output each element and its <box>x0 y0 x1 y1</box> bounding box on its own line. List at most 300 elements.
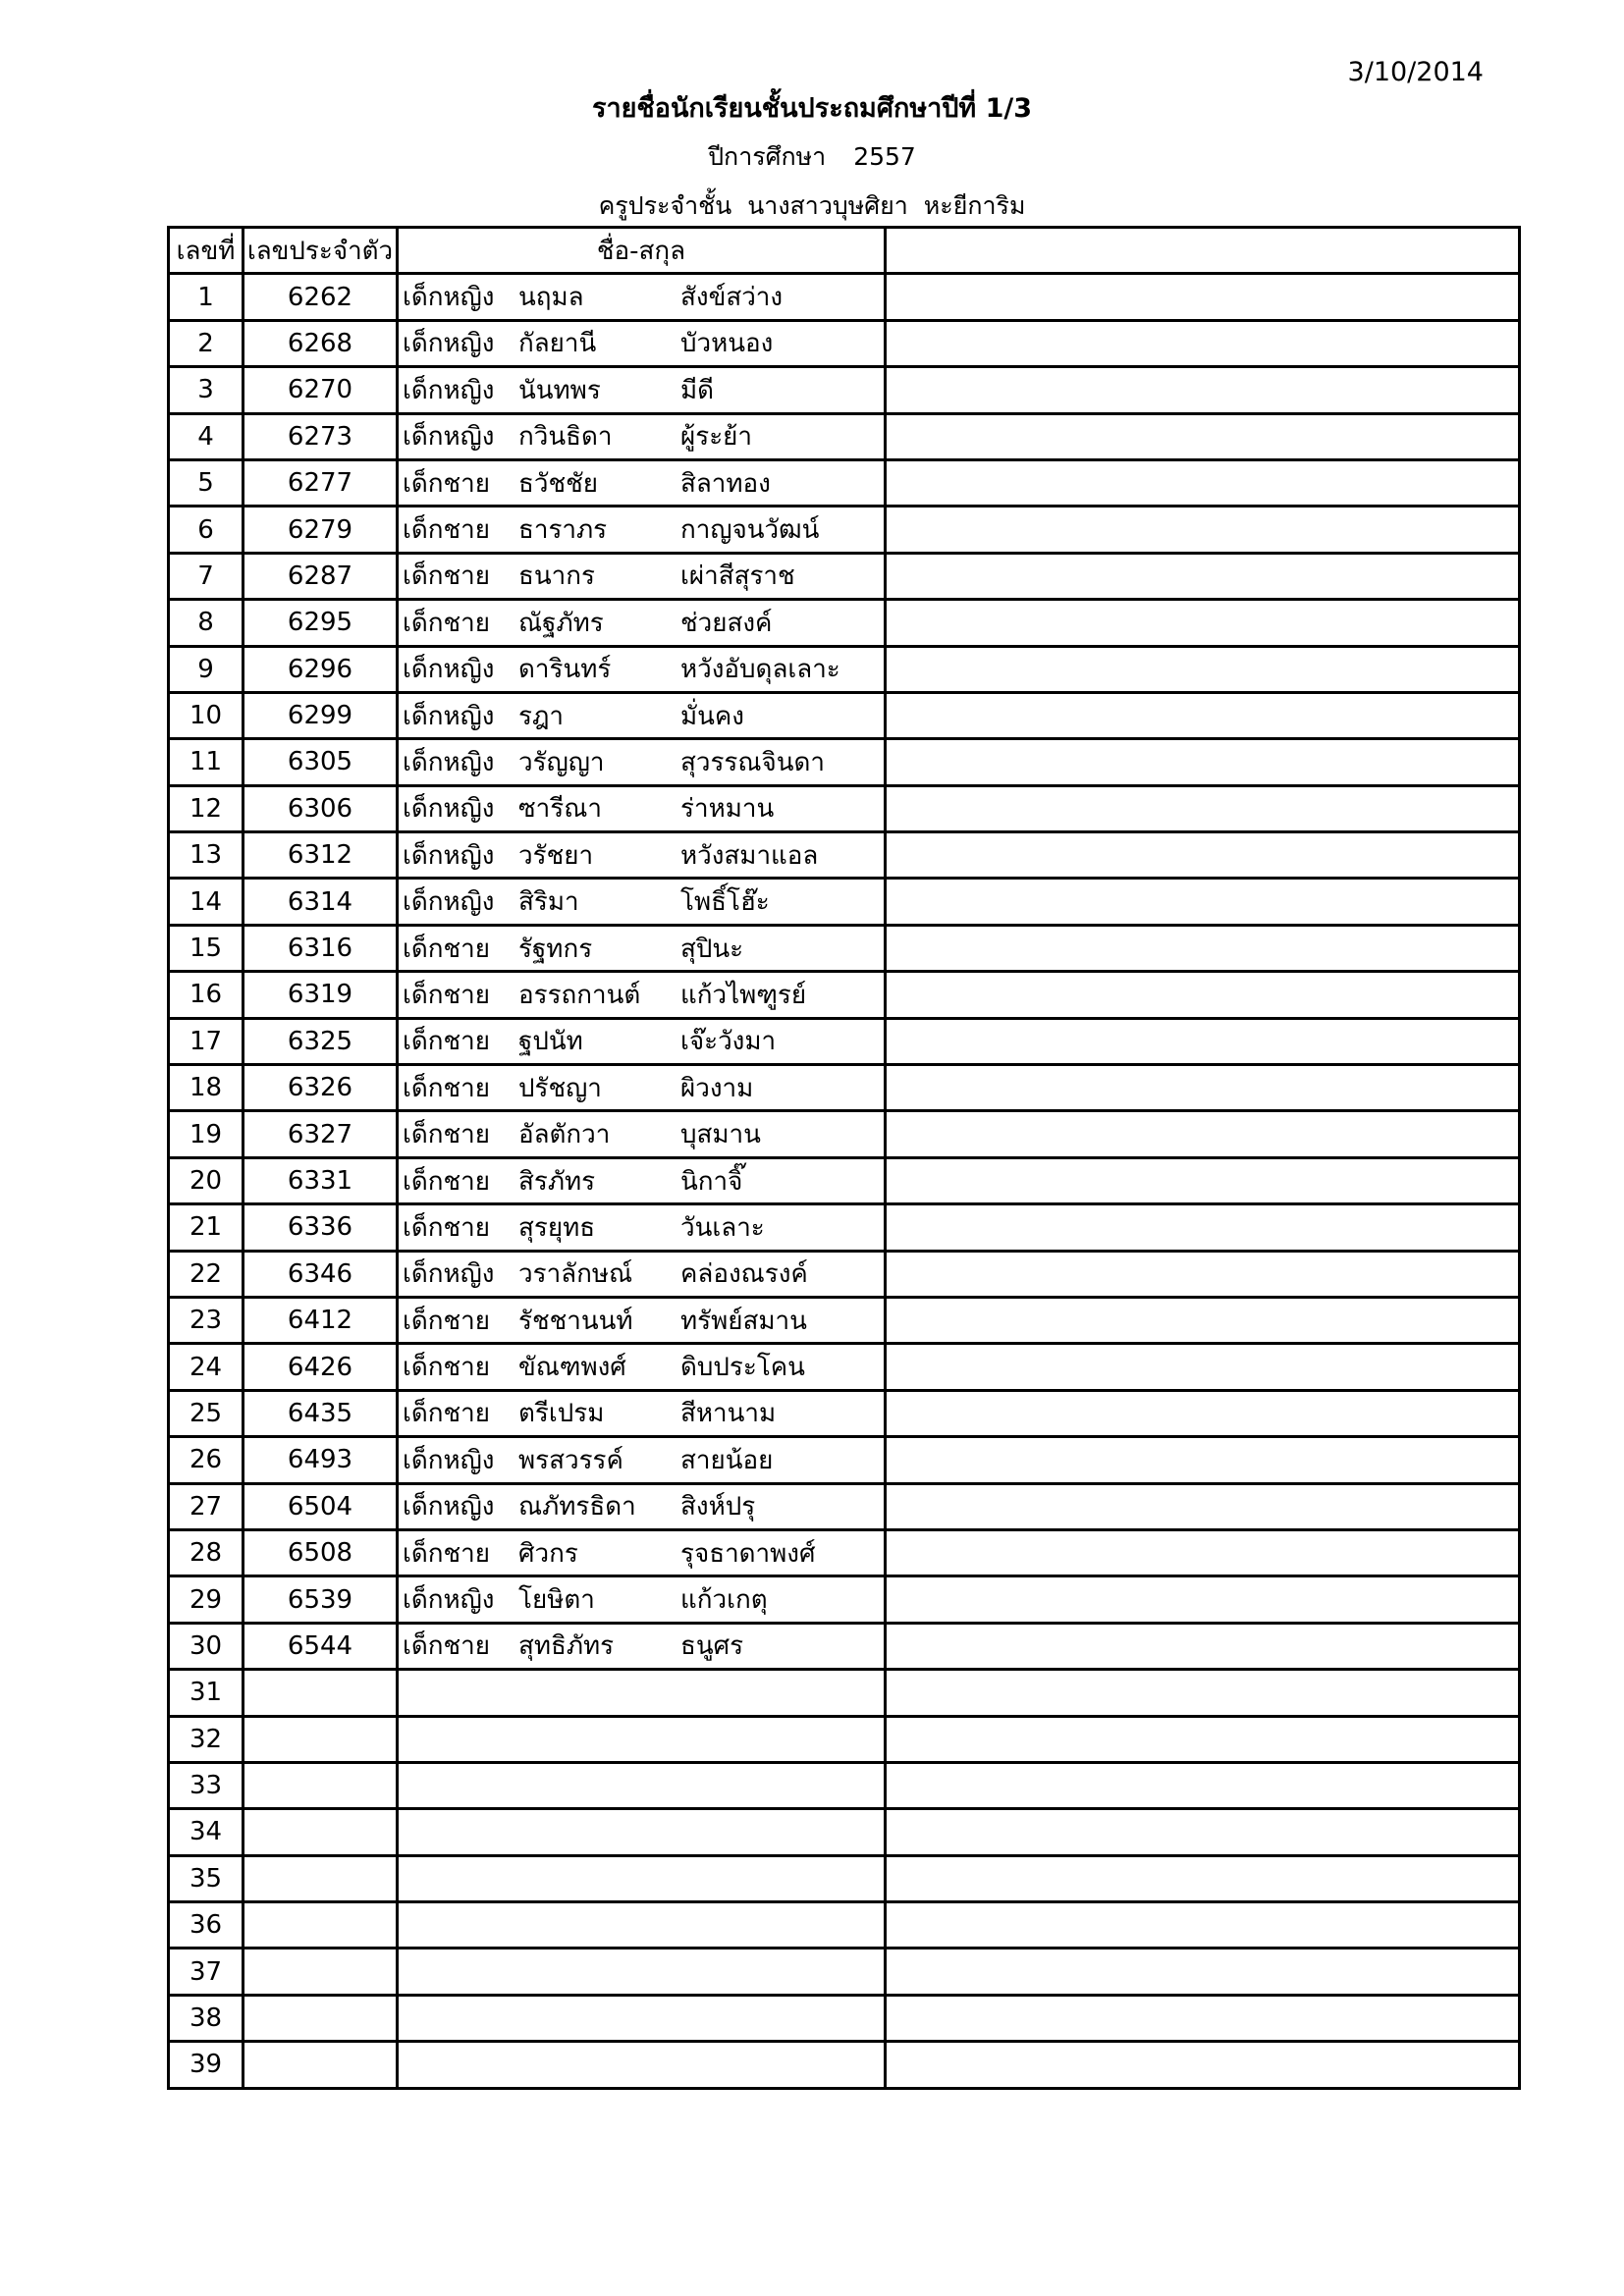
row-number: 4 <box>169 413 244 459</box>
teacher-label: ครูประจำชั้น <box>598 191 732 220</box>
table-row <box>169 2042 1520 2088</box>
name-prefix: เด็กหญิง <box>403 1585 495 1616</box>
notes-cell <box>886 739 1520 785</box>
notes-cell <box>886 1390 1520 1436</box>
table-row <box>169 600 1520 646</box>
notes-cell <box>886 274 1520 320</box>
table-row <box>169 1204 1520 1251</box>
student-name <box>398 413 886 459</box>
student-name <box>398 832 886 879</box>
table-row <box>169 413 1520 459</box>
last-name: วันเลาะ <box>680 1212 765 1243</box>
student-name <box>398 925 886 971</box>
row-number: 31 <box>169 1670 244 1716</box>
student-id: 6279 <box>244 507 398 553</box>
name-prefix: เด็กชาย <box>403 1073 490 1103</box>
student-name <box>398 459 886 506</box>
last-name: แก้วไพฑูรย์ <box>680 980 807 1010</box>
student-id <box>244 1855 398 1901</box>
name-prefix: เด็กหญิง <box>403 887 495 918</box>
table-row <box>169 739 1520 785</box>
name-prefix: เด็กหญิง <box>403 840 495 871</box>
notes-cell <box>886 785 1520 831</box>
notes-cell <box>886 1902 1520 1949</box>
table-row <box>169 1995 1520 2041</box>
student-id: 6327 <box>244 1111 398 1157</box>
first-name: ฐปนัท <box>518 1027 583 1057</box>
row-number: 32 <box>169 1716 244 1762</box>
name-prefix: เด็กหญิง <box>403 1492 495 1522</box>
row-number: 16 <box>169 972 244 1018</box>
notes-cell <box>886 1809 1520 1855</box>
column-header-notes <box>886 228 1520 274</box>
student-id <box>244 1670 398 1716</box>
last-name: รุจธาดาพงศ์ <box>680 1538 816 1569</box>
last-name: สุปินะ <box>680 934 744 964</box>
row-number: 26 <box>169 1437 244 1483</box>
first-name: นันทพร <box>518 375 601 405</box>
first-name: กวินธิดา <box>518 422 613 453</box>
notes-cell <box>886 1251 1520 1297</box>
last-name: หวังอับดุลเลาะ <box>680 655 840 685</box>
notes-cell <box>886 413 1520 459</box>
student-id: 6412 <box>244 1297 398 1343</box>
first-name: วรัญญา <box>518 747 605 777</box>
homeroom-teacher <box>0 187 1624 226</box>
student-id: 6504 <box>244 1483 398 1529</box>
student-roster-table <box>167 226 1521 2090</box>
notes-cell <box>886 1716 1520 1762</box>
table-row <box>169 879 1520 925</box>
first-name: กัลยานี <box>518 329 597 359</box>
row-number: 5 <box>169 459 244 506</box>
student-name <box>398 1483 886 1529</box>
row-number: 37 <box>169 1949 244 1995</box>
row-number: 25 <box>169 1390 244 1436</box>
student-name <box>398 1018 886 1064</box>
row-number: 38 <box>169 1995 244 2041</box>
first-name: ซารีณา <box>518 794 602 825</box>
name-prefix: เด็กหญิง <box>403 329 495 359</box>
student-id: 6277 <box>244 459 398 506</box>
student-id: 6262 <box>244 274 398 320</box>
last-name: สิลาทอง <box>680 468 771 499</box>
row-number: 35 <box>169 1855 244 1901</box>
first-name: พรสวรรค์ <box>518 1445 623 1475</box>
name-prefix: เด็กหญิง <box>403 655 495 685</box>
last-name: เจ๊ะวังมา <box>680 1027 777 1057</box>
row-number: 27 <box>169 1483 244 1529</box>
name-prefix: เด็กหญิง <box>403 1259 495 1290</box>
row-number: 2 <box>169 320 244 366</box>
notes-cell <box>886 367 1520 413</box>
student-name <box>398 1437 886 1483</box>
name-prefix: เด็กหญิง <box>403 283 495 313</box>
notes-cell <box>886 832 1520 879</box>
first-name: ปรัชญา <box>518 1073 602 1103</box>
first-name: ณัฐภัทร <box>518 608 604 638</box>
table-row <box>169 320 1520 366</box>
student-name <box>398 1716 886 1762</box>
notes-cell <box>886 2042 1520 2088</box>
last-name: ร่าหมาน <box>680 794 775 825</box>
notes-cell <box>886 600 1520 646</box>
table-row <box>169 367 1520 413</box>
table-row <box>169 972 1520 1018</box>
column-header-name: ชื่อ-สกุล <box>398 228 886 274</box>
last-name: เผ่าสีสุราช <box>680 561 795 592</box>
table-row <box>169 1716 1520 1762</box>
notes-cell <box>886 925 1520 971</box>
name-prefix: เด็กหญิง <box>403 701 495 731</box>
student-id: 6508 <box>244 1529 398 1575</box>
row-number: 9 <box>169 646 244 692</box>
row-number: 28 <box>169 1529 244 1575</box>
last-name: คล่องณรงค์ <box>680 1259 808 1290</box>
notes-cell <box>886 1949 1520 1995</box>
row-number: 29 <box>169 1576 244 1623</box>
last-name: บุสมาน <box>680 1120 761 1150</box>
notes-cell <box>886 1018 1520 1064</box>
student-id: 6544 <box>244 1623 398 1669</box>
student-name <box>398 972 886 1018</box>
student-name <box>398 1995 886 2041</box>
notes-cell <box>886 1529 1520 1575</box>
name-prefix: เด็กชาย <box>403 1166 490 1197</box>
student-id <box>244 1949 398 1995</box>
student-name <box>398 1111 886 1157</box>
table-row <box>169 1670 1520 1716</box>
student-name <box>398 507 886 553</box>
table-row <box>169 1529 1520 1575</box>
academic-year-value: 2557 <box>853 142 916 171</box>
first-name: วรัชยา <box>518 840 594 871</box>
student-name <box>398 1855 886 1901</box>
student-id: 6426 <box>244 1344 398 1390</box>
first-name: รัฐทกร <box>518 934 593 964</box>
name-prefix: เด็กหญิง <box>403 1445 495 1475</box>
student-id: 6326 <box>244 1065 398 1111</box>
student-id: 6493 <box>244 1437 398 1483</box>
last-name: ทรัพย์สมาน <box>680 1306 807 1336</box>
row-number: 22 <box>169 1251 244 1297</box>
table-row <box>169 1576 1520 1623</box>
student-id: 6325 <box>244 1018 398 1064</box>
last-name: กาญจนวัฒน์ <box>680 515 820 546</box>
table-body <box>169 274 1520 2088</box>
student-id: 6299 <box>244 692 398 738</box>
table-row <box>169 1344 1520 1390</box>
table-row <box>169 1623 1520 1669</box>
notes-cell <box>886 1111 1520 1157</box>
table-row <box>169 274 1520 320</box>
notes-cell <box>886 1297 1520 1343</box>
notes-cell <box>886 879 1520 925</box>
row-number: 24 <box>169 1344 244 1390</box>
table-row <box>169 1251 1520 1297</box>
column-header-number: เลขที่ <box>169 228 244 274</box>
table-row <box>169 1297 1520 1343</box>
student-name <box>398 692 886 738</box>
last-name: สุวรรณจินดา <box>680 747 826 777</box>
last-name: ช่วยสงค์ <box>680 608 773 638</box>
row-number: 10 <box>169 692 244 738</box>
student-name <box>398 1065 886 1111</box>
name-prefix: เด็กชาย <box>403 1538 490 1569</box>
last-name: สิงห์ปรุ <box>680 1492 756 1522</box>
student-name <box>398 1949 886 1995</box>
row-number: 19 <box>169 1111 244 1157</box>
student-id: 6296 <box>244 646 398 692</box>
notes-cell <box>886 1670 1520 1716</box>
row-number: 3 <box>169 367 244 413</box>
student-id: 6331 <box>244 1157 398 1203</box>
row-number: 21 <box>169 1204 244 1251</box>
first-name: นฤมล <box>518 283 584 313</box>
first-name: ธนากร <box>518 561 595 592</box>
notes-cell <box>886 646 1520 692</box>
name-prefix: เด็กหญิง <box>403 375 495 405</box>
notes-cell <box>886 1762 1520 1808</box>
student-id: 6316 <box>244 925 398 971</box>
table-row <box>169 925 1520 971</box>
last-name: ดิบประโคน <box>680 1353 805 1383</box>
student-id <box>244 1809 398 1855</box>
name-prefix: เด็กชาย <box>403 1631 490 1662</box>
table-row <box>169 1483 1520 1529</box>
name-prefix: เด็กชาย <box>403 980 490 1010</box>
table-header-row <box>169 228 1520 274</box>
student-name <box>398 1297 886 1343</box>
notes-cell <box>886 1157 1520 1203</box>
notes-cell <box>886 692 1520 738</box>
student-id: 6273 <box>244 413 398 459</box>
student-name <box>398 739 886 785</box>
row-number: 30 <box>169 1623 244 1669</box>
first-name: รัชชานนท์ <box>518 1306 633 1336</box>
notes-cell <box>886 1437 1520 1483</box>
name-prefix: เด็กหญิง <box>403 794 495 825</box>
notes-cell <box>886 553 1520 599</box>
notes-cell <box>886 320 1520 366</box>
table-row <box>169 459 1520 506</box>
last-name: มั่นคง <box>680 701 744 731</box>
table-row <box>169 785 1520 831</box>
first-name: โยษิตา <box>518 1585 595 1616</box>
student-id: 6287 <box>244 553 398 599</box>
student-name <box>398 553 886 599</box>
name-prefix: เด็กหญิง <box>403 422 495 453</box>
name-prefix: เด็กชาย <box>403 1212 490 1243</box>
notes-cell <box>886 459 1520 506</box>
last-name: บัวหนอง <box>680 329 774 359</box>
table-row <box>169 1809 1520 1855</box>
row-number: 20 <box>169 1157 244 1203</box>
first-name: สุทธิภัทร <box>518 1631 615 1662</box>
table-row <box>169 1902 1520 1949</box>
first-name: ณภัทรธิดา <box>518 1492 636 1522</box>
row-number: 6 <box>169 507 244 553</box>
student-id: 6270 <box>244 367 398 413</box>
notes-cell <box>886 1065 1520 1111</box>
print-date: 3/10/2014 <box>1347 57 1484 87</box>
first-name: อรรถกานต์ <box>518 980 641 1010</box>
row-number: 34 <box>169 1809 244 1855</box>
last-name: ผู้ระย้า <box>680 422 752 453</box>
row-number: 36 <box>169 1902 244 1949</box>
row-number: 23 <box>169 1297 244 1343</box>
first-name: ตรีเปรม <box>518 1399 605 1429</box>
student-id: 6305 <box>244 739 398 785</box>
table-row <box>169 1762 1520 1808</box>
notes-cell <box>886 1995 1520 2041</box>
student-id: 6312 <box>244 832 398 879</box>
student-name <box>398 1204 886 1251</box>
row-number: 33 <box>169 1762 244 1808</box>
first-name: สุรยุทธ <box>518 1212 596 1243</box>
student-name <box>398 1623 886 1669</box>
student-name <box>398 1529 886 1575</box>
notes-cell <box>886 1576 1520 1623</box>
notes-cell <box>886 1344 1520 1390</box>
last-name: โพธิ์โฮ๊ะ <box>680 887 770 918</box>
student-id <box>244 1902 398 1949</box>
page-title: รายชื่อนักเรียนชั้นประถมศึกษาปีที่ 1/3 <box>591 93 1033 124</box>
row-number: 1 <box>169 274 244 320</box>
student-name <box>398 1157 886 1203</box>
teacher-last-name: หะยีการิม <box>923 191 1026 220</box>
student-name <box>398 1390 886 1436</box>
student-id: 6346 <box>244 1251 398 1297</box>
row-number: 39 <box>169 2042 244 2088</box>
student-id: 6336 <box>244 1204 398 1251</box>
student-name <box>398 320 886 366</box>
student-name <box>398 879 886 925</box>
table-row <box>169 1949 1520 1995</box>
notes-cell <box>886 1855 1520 1901</box>
notes-cell <box>886 507 1520 553</box>
row-number: 12 <box>169 785 244 831</box>
column-header-student-id: เลขประจำตัว <box>244 228 398 274</box>
table-row <box>169 553 1520 599</box>
student-name <box>398 1902 886 1949</box>
table-row <box>169 1437 1520 1483</box>
name-prefix: เด็กชาย <box>403 1120 490 1150</box>
row-number: 7 <box>169 553 244 599</box>
name-prefix: เด็กชาย <box>403 1399 490 1429</box>
last-name: หวังสมาแอล <box>680 840 819 871</box>
table-row <box>169 1018 1520 1064</box>
table-row <box>169 1390 1520 1436</box>
student-id: 6539 <box>244 1576 398 1623</box>
table-row <box>169 507 1520 553</box>
notes-cell <box>886 1623 1520 1669</box>
student-name <box>398 2042 886 2088</box>
last-name: สังข์สว่าง <box>680 283 784 313</box>
first-name: สิริมา <box>518 887 579 918</box>
row-number: 8 <box>169 600 244 646</box>
row-number: 17 <box>169 1018 244 1064</box>
first-name: สิรภัทร <box>518 1166 596 1197</box>
name-prefix: เด็กชาย <box>403 1027 490 1057</box>
student-name <box>398 1670 886 1716</box>
student-id: 6306 <box>244 785 398 831</box>
first-name: วราลักษณ์ <box>518 1259 633 1290</box>
student-id: 6435 <box>244 1390 398 1436</box>
academic-year <box>0 137 1624 177</box>
student-id: 6268 <box>244 320 398 366</box>
notes-cell <box>886 1483 1520 1529</box>
notes-cell <box>886 972 1520 1018</box>
last-name: นิกาจิ๊ <box>680 1166 743 1197</box>
name-prefix: เด็กชาย <box>403 561 490 592</box>
notes-cell <box>886 1204 1520 1251</box>
academic-year-label: ปีการศึกษา <box>708 142 827 171</box>
row-number: 18 <box>169 1065 244 1111</box>
table-row <box>169 646 1520 692</box>
table-row <box>169 1157 1520 1203</box>
first-name: ดารินทร์ <box>518 655 612 685</box>
student-id: 6314 <box>244 879 398 925</box>
name-prefix: เด็กชาย <box>403 1353 490 1383</box>
first-name: อัลตักวา <box>518 1120 611 1150</box>
teacher-first-name: นางสาวบุษศิยา <box>747 191 908 220</box>
last-name: มีดี <box>680 375 715 405</box>
student-name <box>398 274 886 320</box>
first-name: ขัณฑพงศ์ <box>518 1353 626 1383</box>
student-name <box>398 600 886 646</box>
name-prefix: เด็กชาย <box>403 468 490 499</box>
table-row <box>169 692 1520 738</box>
last-name: สายน้อย <box>680 1445 774 1475</box>
name-prefix: เด็กชาย <box>403 934 490 964</box>
row-number: 13 <box>169 832 244 879</box>
table-row <box>169 1855 1520 1901</box>
student-name <box>398 646 886 692</box>
student-name <box>398 785 886 831</box>
student-id: 6295 <box>244 600 398 646</box>
student-name <box>398 367 886 413</box>
row-number: 15 <box>169 925 244 971</box>
name-prefix: เด็กชาย <box>403 608 490 638</box>
student-id <box>244 1995 398 2041</box>
student-name <box>398 1809 886 1855</box>
row-number: 11 <box>169 739 244 785</box>
table-row <box>169 832 1520 879</box>
student-id <box>244 1716 398 1762</box>
last-name: แก้วเกตุ <box>680 1585 768 1616</box>
student-name <box>398 1762 886 1808</box>
last-name: ผิวงาม <box>680 1073 754 1103</box>
row-number: 14 <box>169 879 244 925</box>
last-name: ธนูศร <box>680 1631 744 1662</box>
first-name: ธาราภร <box>518 515 608 546</box>
student-name <box>398 1576 886 1623</box>
student-name <box>398 1344 886 1390</box>
table-row <box>169 1065 1520 1111</box>
name-prefix: เด็กชาย <box>403 515 490 546</box>
student-id <box>244 2042 398 2088</box>
student-id: 6319 <box>244 972 398 1018</box>
first-name: รฎา <box>518 701 565 731</box>
table-row <box>169 1111 1520 1157</box>
first-name: ศิวกร <box>518 1538 578 1569</box>
name-prefix: เด็กชาย <box>403 1306 490 1336</box>
last-name: สีหานาม <box>680 1399 777 1429</box>
student-id <box>244 1762 398 1808</box>
first-name: ธวัชชัย <box>518 468 598 499</box>
name-prefix: เด็กหญิง <box>403 747 495 777</box>
